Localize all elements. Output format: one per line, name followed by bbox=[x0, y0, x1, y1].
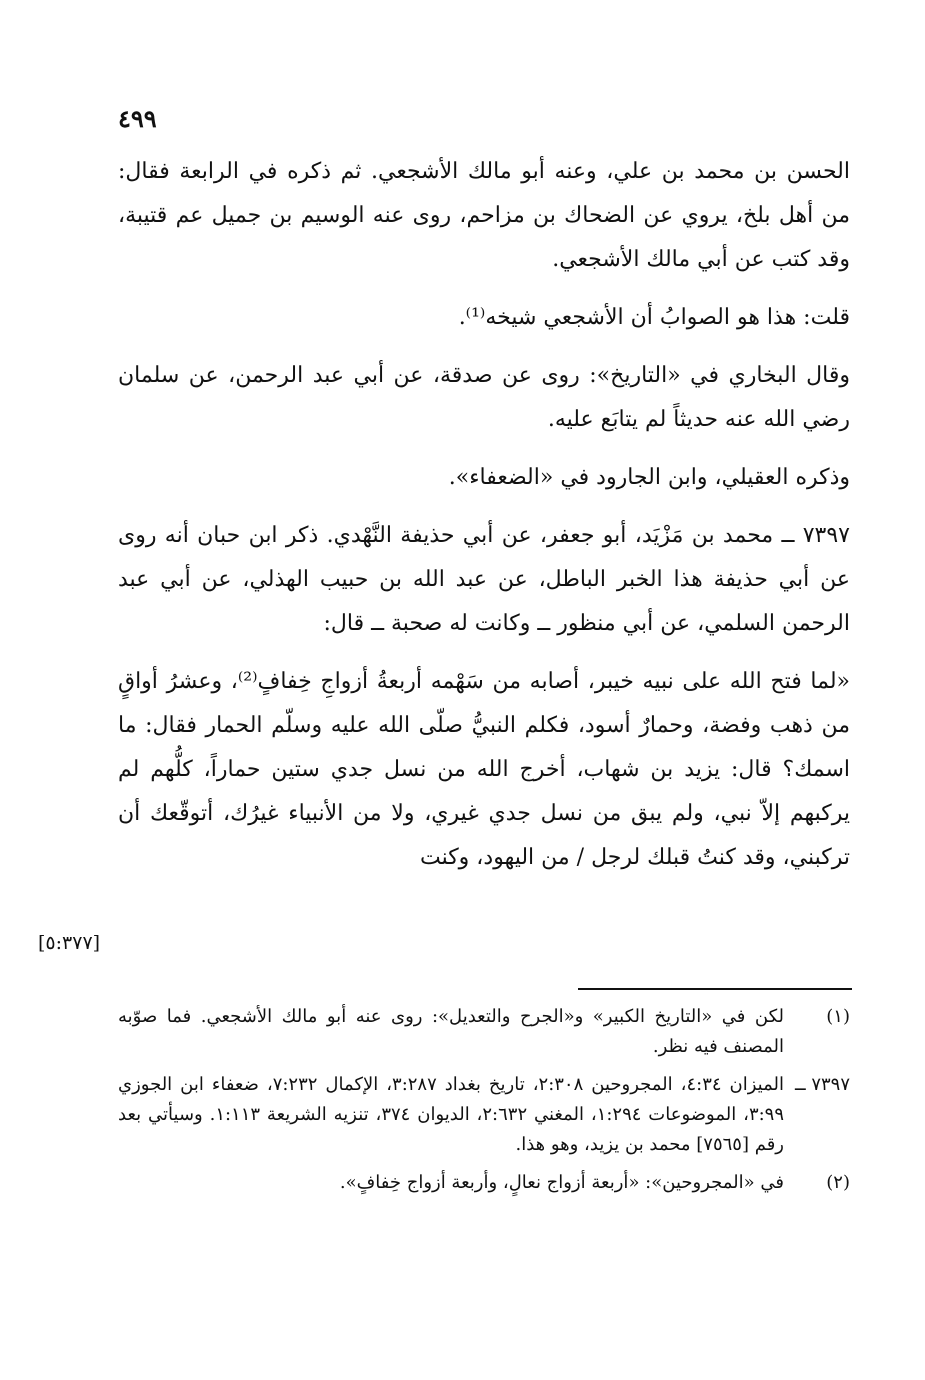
footnote-marker: ٧٣٩٧ ــ bbox=[795, 1074, 850, 1095]
paragraph-1: الحسن بن محمد بن علي، وعنه أبو مالك الأشجعي. ثم ذكره في الرابعة فقال: من أهل بلخ، يروي عن الضحاك بن مزاحم، روى عنه الوسيم بن جميل عم قتيبة، وقد كتب عن أبي مالك الأشجعي. bbox=[118, 159, 850, 272]
margin-reference: [٥:٣٧٧] bbox=[38, 932, 101, 954]
footnote-marker: (٢) bbox=[826, 1172, 850, 1193]
footnote-text: في «المجروحين»: «أربعة أزواج نعالٍ، وأربعة أزواج خِفافٍ». bbox=[339, 1172, 784, 1193]
footnote-marker: (١) bbox=[826, 1006, 850, 1027]
footnote-text: لكن في «التاريخ الكبير» و«الجرح والتعديل»: روى عنه أبو مالك الأشجعي. فما صوّبه المصنف فيه نظر. bbox=[118, 1006, 784, 1057]
footnotes bbox=[118, 1002, 850, 1206]
paragraph-2: قلت: هذا هو الصوابُ أن الأشجعي شيخه⁽¹⁾. bbox=[458, 305, 850, 330]
page-number: ٤٩٩ bbox=[118, 104, 157, 133]
paragraph-4: وذكره العقيلي، وابن الجارود في «الضعفاء». bbox=[448, 465, 850, 490]
footnote-1 bbox=[118, 1002, 850, 1062]
footnote-2 bbox=[118, 1168, 850, 1198]
main-text bbox=[118, 150, 850, 880]
entry-7397: ٧٣٩٧ ــ محمد بن مَزْيَد، أبو جعفر، عن أبي حذيفة النَّهْدي. ذكر ابن حبان أنه روى عن أبي حذيفة هذا الخبر الباطل، عن عبد الله بن حبيب الهذلي، عن أبي عبد الرحمن السلمي، عن أبي منظور ــ وكانت له صحبة ــ قال: bbox=[118, 523, 850, 636]
footnote-entry-7397 bbox=[118, 1070, 850, 1160]
hadith-quote: «لما فتح الله على نبيه خيبر، أصابه من سَهْمه أربعةُ أزواجِ خِفافٍ⁽²⁾، وعشرُ أواقٍ من ذهب وفضة، وحمارٌ أسود، فكلم النبيُّ صلّى الله عليه وسلّم الحمار فقال: ما اسمك؟ قال: يزيد بن شهاب، أخرج الله من نسل جدي ستين حماراً، كلُّهم لم يركبهم إلاّ نبي، ولم يبق من نسل جدي غيري، ولا من الأنبياء غيرُك، أتوقّعك أن تركبني، وقد كنتُ قبلك لرجل / من اليهود، وكنت bbox=[118, 669, 850, 870]
footnote-separator bbox=[578, 988, 852, 990]
paragraph-3: وقال البخاري في «التاريخ»: روى عن صدقة، عن أبي عبد الرحمن، عن سلمان رضي الله عنه حديثاً لم يتابَع عليه. bbox=[118, 363, 850, 432]
footnote-text: الميزان ٤:٣٤، المجروحين ٢:٣٠٨، تاريخ بغداد ٣:٢٨٧، الإكمال ٧:٢٣٢، ضعفاء ابن الجوزي ٣:٩٩، الموضوعات ١:٢٩٤، المغني ٢:٦٣٢، الديوان ٣٧٤، تنزيه الشريعة ١:١١٣. وسيأتي بعد رقم [٧٥٦٥] محمد بن يزيد، وهو هذا. bbox=[118, 1074, 785, 1155]
